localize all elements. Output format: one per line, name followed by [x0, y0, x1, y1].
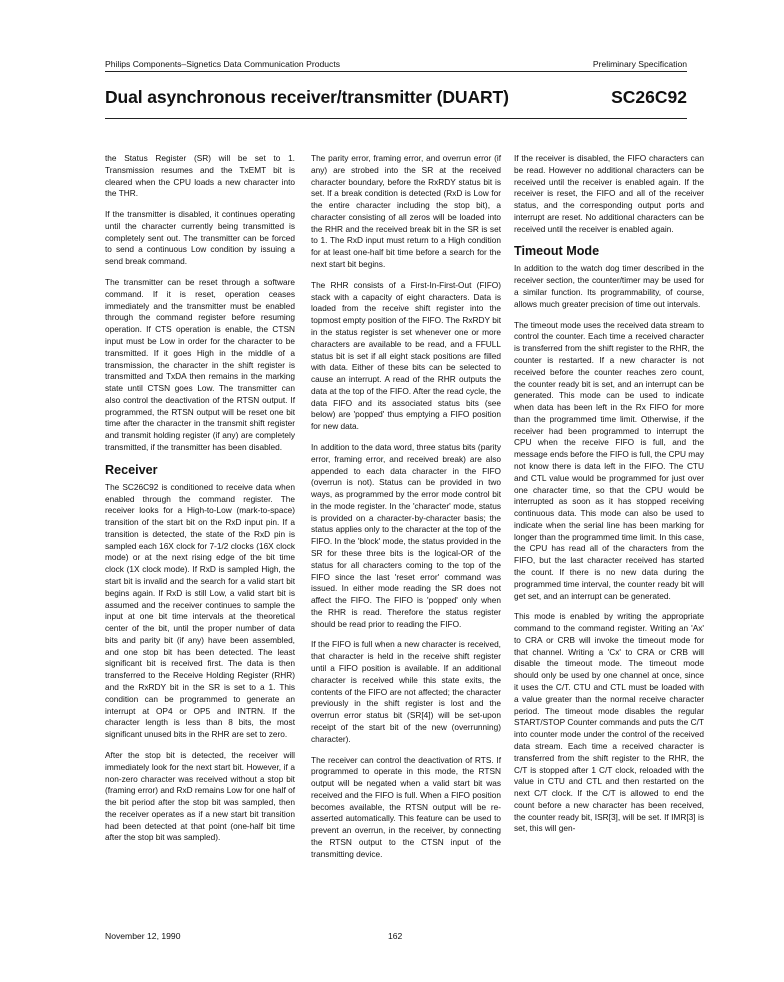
paragraph: The receiver can control the deactivation of RTS. If programmed to operate in this mode, the RTSN output will be negated when a valid start bit was received and the FIFO is full. When a FIFO position becomes available, the RTSN output will be re-asserted automatically. This feature can be used to prevent an overrun, in the receiver, by connecting the RTSN output to the CTSN input of the transmitting device.: [311, 754, 501, 859]
paragraph: In addition to the watch dog timer described in the receiver section, the counter/timer may be used for a similar function. Its programmability, of course, allows much greater precision of time out intervals.: [514, 263, 704, 309]
paragraph: the Status Register (SR) will be set to 1. Transmission resumes and the TxEMT bit is cleared when the CPU loads a new character into the THR.: [105, 153, 295, 199]
section-heading-receiver: Receiver: [105, 462, 158, 477]
text-column-3: [514, 153, 704, 844]
page-number: 162: [388, 931, 403, 941]
paragraph: The RHR consists of a First-In-First-Out (FIFO) stack with a capacity of eight characters. Data is loaded from the receive shift register into the topmost empty position of the FIFO. The RxRDY bit in the status register is set whenever one or more characters are available to be read, and a FFULL status bit is set if all eight stack positions are filled with data. Either of these bits can be selected to cause an interrupt. A read of the RHR outputs the data at the top of the FIFO. After the read cycle, the data FIFO and its associated status bits (see below) are 'popped' thus emptying a FIFO position for new data.: [311, 279, 501, 432]
title-rule: [105, 118, 687, 119]
text-column-2: [311, 153, 501, 870]
paragraph: The timeout mode uses the received data stream to control the counter. Each time a received character is transferred from the shift register to the RHR, the counter is restarted. If a new character is not received before the counter reaches zero count, the counter ready bit is set, and an interrupt can be generated. This mode can be used to indicate when data has been left in the Rx FIFO for more than the programmed time limit. Otherwise, if the receiver had been programmed to interrupt the CPU when the receive FIFO is full, and the message ends before the FIFO is full, the CPU may not know there is data left in the FIFO. The CTU and CTL value would be programmed for just over one character time, so that the CPU would be interrupted as soon as it has stopped receiving continuous data. This mode can also be used to indicate when the serial line has been marking for longer than the programmed time limit. In this case, the CPU has read all of the characters from the FIFO, but the last character received has started the count. If there is no new data during the programmed time interval, the counter ready bit will get set, and an interrupt can be generated.: [514, 319, 704, 601]
paragraph: The SC26C92 is conditioned to receive data when enabled through the command register. The receiver looks for a High-to-Low (mark-to-space) transition of the start bit on the RxD input pin. If a transition is detected, the state of the RxD pin is sampled each 16X clock for 7-1/2 clocks (16X clock mode) or at the next rising edge of the bit time clock (1X clock mode). If RxD is sampled High, the start bit is invalid and the search for a valid start bit begins again. If RxD is still Low, a valid start bit is assumed and the receiver continues to sample the input at one bit time intervals at the theoretical center of the bit, until the proper number of data bits and parity bit (if any) have been assembled, and one stop bit has been detected. The least significant bit is received first. The data is then transferred to the Receive Holding Register (RHR) and the RxRDY bit in the SR is set to a 1. This condition can be programmed to generate an interrupt at OP4 or OP5 and INTRN. If the character length is less than 8 bits, the most significant unused bits in the RHR are set to zero.: [105, 481, 295, 740]
part-number: SC26C92: [611, 87, 687, 107]
paragraph: If the receiver is disabled, the FIFO characters can be read. However no additional characters can be received until the receiver is enabled again. If the receiver is reset, the FIFO and all of the receiver status, and the corresponding output ports and interrupt are reset. No additional characters can be received until the receiver is enabled again.: [514, 153, 704, 234]
document-title: Dual asynchronous receiver/transmitter (DUART): [105, 87, 509, 107]
paragraph: In addition to the data word, three status bits (parity error, framing error, and received break) are also appended to each data character in the FIFO (overrun is not). Status can be provided in two ways, as programmed by the error mode control bit in the mode register. In the 'character' mode, status is provided on a character-by-character basis; the status applies only to the character at the top of the FIFO. In the 'block' mode, the status provided in the SR for these three bits is the logical-OR of the status for all characters coming to the top of the FIFO since the last 'reset error' command was issued. In either mode reading the SR does not affect the FIFO. The FIFO is 'popped' only when the RHR is read. Therefore the status register should be read prior to reading the FIFO.: [311, 441, 501, 629]
paragraph: This mode is enabled by writing the appropriate command to the command register. Writing an 'Ax' to CRA or CRB will invoke the timeout mode for that channel. Writing a 'Cx' to CRA or CRB will disable the timeout mode. The timeout mode should only be used by one channel at once, since it uses the C/T. CTU and CTL must be loaded with a value greater than the normal receive character period. The timeout mode disables the regular START/STOP Counter commands and puts the C/T into counter mode under the control of the received data stream. Each time a received character is transferred from the shift register to the RHR, the C/T is stopped after 1 C/T clock, reloaded with the value in CTU and CTL and then restarted on the next C/T clock. If the C/T is allowed to end the count before a new character has been received, the counter ready bit, ISR[3], will be set. If IMR[3] is set, this will gen-: [514, 611, 704, 834]
footer-date: November 12, 1990: [105, 931, 181, 941]
paragraph: The parity error, framing error, and overrun error (if any) are strobed into the SR at the received character boundary, before the RxRDY status bit is set. If a break condition is detected (RxD is Low for the entire character including the stop bit), a character consisting of all zeros will be loaded into the RHR and the received break bit in the SR is set to 1. The RxD input must return to a High condition for at least one-half bit time before a search for the next start bit begins.: [311, 153, 501, 270]
paragraph: The transmitter can be reset through a software command. If it is reset, operation ceases immediately and the transmitter must be enabled through the command register before resuming operation. If CTS operation is enable, the CTSN input must be Low in order for the character to be transmitted. If it goes High in the middle of a transmission, the character in the shift register is transmitted and TxDA then remains in the marking state until CTSN goes Low. The transmitter can also control the deactivation of the RTSN output. If programmed, the RTSN output will be reset one bit time after the character in the transmit shift register and transmit holding register (if any) are completely transmitted, if the transmitter has been disabled.: [105, 277, 295, 452]
paragraph: After the stop bit is detected, the receiver will immediately look for the next start bit. However, if a non-zero character was received without a stop bit (framing error) and RxD remains Low for one half of the bit period after the stop bit was sampled, then the receiver operates as if a new start bit transition had been detected at that point (one-half bit time after the stop bit was sampled).: [105, 749, 295, 843]
running-header-right: Preliminary Specification: [592, 59, 687, 69]
section-heading-timeout-mode: Timeout Mode: [514, 244, 600, 259]
header-rule: [105, 71, 687, 72]
text-column-1: [105, 153, 295, 853]
paragraph: If the FIFO is full when a new character is received, that character is held in the receive shift register until a FIFO position is available. If an additional character is received while this state exits, the contents of the FIFO are not affected; the character previously in the shift register is lost and the overrun error status bit (SR[4]) will be set-upon receipt of the start bit of the new (overrunning) character).: [311, 639, 501, 744]
paragraph: If the transmitter is disabled, it continues operating until the character currently being transmitted is completely sent out. The transmitter can be forced to send a continuous Low condition by issuing a send break command.: [105, 209, 295, 267]
running-header-left: Philips Components–Signetics Data Communication Products: [105, 59, 341, 69]
